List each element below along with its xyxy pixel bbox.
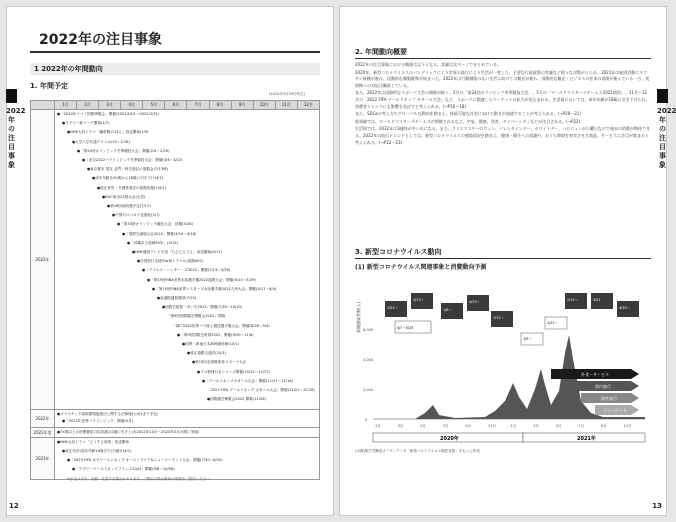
svg-text:2020年: 2020年 [440, 436, 459, 442]
event-item: 「神戸2022世界パラ陸上競技選手権大会」開催(8/26〜9/4) [172, 323, 270, 328]
month-header: 3月 [99, 101, 121, 110]
svg-text:3/21: 3/21 [593, 298, 601, 302]
month-header: 6月 [165, 101, 187, 110]
year-cell: 2023年 [31, 438, 55, 480]
paragraph: 他領域では、ワールドマスターズゲームズが開催されるなど、宇宙、健康、食育、ダイバーシティなどが注目される。(→P22) [355, 118, 581, 124]
svg-text:2/12〜: 2/12〜 [567, 298, 579, 302]
event-item: ●75歳以上の医療費窓口負担割合2割に引き上げ(2022年10月〜2023年3月の間に実施) [57, 430, 200, 434]
event-item: ●「2020年ドバイ国際博覧会」開催(2021/10/1〜2022/3/31) [57, 112, 160, 116]
paragraph: また、SDGsの考え方やグローバルな動向を踏まえ、持続可能な社会に向けた動きが加速することが考えられる。(→P20〜21) [355, 111, 581, 117]
side-tab [6, 89, 17, 103]
x-ticks [375, 423, 632, 428]
svg-text:4/7〜5/25: 4/7〜5/25 [397, 326, 414, 330]
month-header: 4月 [121, 101, 143, 110]
heading-rule [355, 258, 651, 259]
event-item: ●「第19回FINA世界マスターズ水泳選手権2022九州大会」開催(5/17〜6/4) [152, 286, 277, 291]
svg-text:1/21〜: 1/21〜 [547, 321, 559, 325]
month-header: 11月 [275, 101, 297, 110]
x-tick: 1月 [510, 424, 517, 428]
event-item: ●プラスチック資源循環促進法に関する法律施行(4/1まで予定) [57, 412, 159, 416]
y-axis-label: 新規感染者数(人) [356, 301, 361, 333]
footnote: ※予定は予告、変動・変更する場合があります。ご利用の際は最新の情報をご確認ください。 [67, 477, 214, 481]
paragraph: 生活面では、2022年は3連休が多い年になる。また、クリスマスやハロウィン、バレンタインデー、ホワイトデー、ハロウィンが日曜日なので週末の消費が期待できる。2022年の流行トレンドとしては、新型コロナウイルスの感染状況を踏まえ、健康・衛生への意識や、おうち時間を充実させる商品、サービスに注目が集まると考えられる。(→P22〜23) [355, 126, 650, 145]
arrow-label: 外食・サービス [581, 372, 609, 377]
svg-text:7/12〜: 7/12〜 [493, 316, 505, 320]
page-number: 12 [9, 502, 19, 510]
svg-text:3/13〜: 3/13〜 [413, 298, 425, 302]
overview-heading: 2. 年間動向概要 [355, 48, 407, 56]
svg-text:1/8〜: 1/8〜 [443, 308, 452, 312]
event-item: ●参議院議員選挙(7/25) [157, 296, 197, 300]
x-tick: 5月 [555, 424, 562, 428]
annotations [385, 293, 639, 345]
event-item: ●「2022年世界パラリンピック」開催(5月) [62, 419, 134, 423]
x-tick: 11月 [488, 424, 496, 428]
schedule-table [30, 100, 320, 480]
x-tick: 11月 [623, 424, 632, 428]
event-item: ●「第9回国際芸術祭2022」開催(9/20〜11/6) [177, 332, 254, 337]
arrow-label: 国内旅行 [595, 384, 611, 389]
events-2022 [55, 110, 320, 410]
x-tick: 3月 [397, 424, 404, 428]
chart-title: (1) 新型コロナウイルス関連事象と消費動向予測 [355, 264, 487, 271]
x-tick: 9月 [465, 424, 472, 428]
section-heading: 1 2022年の年間動向 [30, 63, 320, 75]
x-tick: 7月 [578, 424, 585, 428]
svg-text:2021年: 2021年 [577, 436, 596, 442]
year-cell: 2022年度 [31, 428, 55, 438]
event-item: ●RGC東京22展示会(大宮) [102, 194, 146, 199]
events-2023 [55, 438, 320, 480]
event-item: ●「第19回FINA世界水泳選手権2022福岡大会」開催(5/13〜5/29) [147, 277, 256, 282]
svg-text:2,000: 2,000 [363, 388, 374, 392]
event-item: ●東京都市 国宝 金門・時空遊記の展覧会(7/13時) [87, 167, 168, 172]
covid-heading: 3. 新型コロナウイルス動向 [355, 248, 442, 256]
month-header: 2月 [77, 101, 99, 110]
svg-text:6,000: 6,000 [363, 328, 374, 332]
event-item: ●全国旅行支援(GoToトラベル)延期(6/1) [137, 259, 204, 264]
event-item: ●「第33回オリンピック競技大会」延期(5/28) [117, 222, 193, 227]
page-number: 13 [652, 502, 662, 510]
event-item: ●「第24回オリンピック冬季競技大会」開催(2/4〜2/20) [77, 148, 170, 153]
event-item: ●NHK連続テレビ小説「ちむどんどん」放送開始(4/11) [132, 250, 222, 254]
event-item: 「2022 FIFA ワールドカップ カタール大会」開催(11/21〜12/18) [207, 388, 315, 392]
event-item: ●第26回参院選予定(7/17) [107, 204, 151, 208]
paragraph: 2020年、新型コロナウイルスのパンデミックにより世界の流行により生活が一変した。主要な行政政策の実施など様々な対策がとられ、2021年は経済活動にワクチン接種が進み、段階的な制限緩和が始まった。2022年は行動制限のない生活に向けての動きが進み、国際的な観光・ビジネスの往来の再開が進んでいる一方、変異株への対応は継続している。 [355, 69, 650, 88]
svg-text:4/30〜: 4/30〜 [619, 306, 631, 310]
event-item: ●大学入学共通テスト(1/15〜1/16) [72, 139, 130, 144]
event-item: ●改正道路交通法(10/1) [187, 351, 227, 356]
event-item: ●成年年齢を20歳から18歳に引き下げ(4/1) [92, 176, 164, 181]
event-item: ●「ウイルス・ハンター・ズ2022」開催(7/13〜5/29) [142, 268, 231, 273]
chart-source: (出典)厚生労働省オープンデータ「新型コロナウイルス陽性者数」をもとに作成 [355, 449, 480, 453]
x-tick: 7月 [442, 424, 449, 428]
event-item: ●第15回全国障害者スポーツ大会 [192, 360, 247, 365]
page-title: 2022年の注目事象 [39, 32, 162, 48]
event-item: ●「ラグビーワールドカップフランス2023」開催(9/8〜10/28) [72, 467, 175, 471]
event-item: ●改正民法(成年年齢18歳引下げ)施行(4/1) [62, 449, 132, 453]
subsection-heading: 1. 年間予定 [30, 82, 68, 90]
heading-rule [355, 58, 651, 59]
y-ticks [363, 328, 373, 422]
svg-text:4,000: 4,000 [363, 358, 374, 362]
x-tick: 9月 [601, 424, 607, 428]
year-cell: 2022年 [31, 110, 55, 410]
month-header: 5月 [143, 101, 165, 110]
month-header: 1月 [55, 101, 77, 110]
event-item: ●国葬・JR東日本新幹線延伸(10/1) [182, 342, 240, 346]
overview-body [355, 62, 651, 147]
event-item: ●「沖縄本土復帰50年」(5/15) [127, 240, 178, 245]
svg-text:0: 0 [365, 418, 368, 422]
event-item: ●NHK大河ドラマ「鎌倉殿の13人」放送開始(1/9) [67, 130, 149, 135]
paragraph: 2022年の注目事象における概要は以下となる。詳細は次ページでまとめている。 [355, 62, 502, 67]
arrow-label: 海外旅行 [601, 396, 617, 401]
month-header: 7月 [187, 101, 209, 110]
event-item: ●プロ野球日本シリーズ開催(10/22〜11/27) [197, 369, 271, 374]
event-item: ●NHK大河ドラマ「どうする家康」放送開始 [57, 440, 129, 444]
month-header: 9月 [231, 101, 253, 110]
event-item: ●「国際交流展示会2022」開催(4/14〜4/18) [122, 231, 197, 236]
events-2022-misc [55, 410, 320, 428]
x-tick: 3月 [533, 424, 539, 428]
svg-text:4/25〜: 4/25〜 [469, 300, 481, 304]
corner-cell [31, 101, 55, 110]
arrow-label: インバウンド [603, 408, 627, 413]
right-page [339, 6, 676, 516]
event-item: ●「北京2022パラリンピック冬季競技大会」開催(3/4〜3/13) [82, 158, 183, 162]
side-tab-label: 2022年の注目事象 [6, 107, 26, 169]
event-item: ●国際芸術祭「あいち2022」開催(7/30〜10/10) [162, 305, 243, 310]
event-item: ●国際園芸博覧会2022 開幕(11/26) [207, 397, 266, 402]
month-header: 10月 [253, 101, 275, 110]
event-item: 「第9回国際園芸博覧会2022」開幕 [167, 314, 226, 319]
svg-text:1/22〜: 1/22〜 [387, 306, 399, 310]
event-item: ●中国ゼロコロナ長期化(2/7) [112, 213, 160, 218]
x-tick: 1月 [375, 424, 381, 428]
x-tick: 5月 [420, 424, 426, 428]
event-item: ●ラグビー新リーグ開幕(1/7) [62, 121, 110, 126]
events-fy2022 [55, 428, 320, 438]
event-item: ●「2023 FIFA 女子ワールドカップ オーストラリア&ニュージーランド大会」開催(7/20〜8/20) [67, 458, 223, 462]
left-page [6, 6, 334, 516]
event-item: ●改正育児・介護休業法の段階的施行(4/1) [97, 185, 167, 190]
paragraph: また、2022年は国際的なスポーツ大会の開催が続く。2月の「第24回オリンピック冬季競技大会」、5月の「ワールドマスターズゲームズ2021関西」、11月〜12月の「2022 FIFA ワールドカップ カタール大会」など、スポーツに関連したマーケットの拡大が見込まれる。生活面においては、成年年齢が18歳に引き下げられ、消費者トレンドにも影響を及ぼすと考えられる。(→P16〜18) [355, 90, 650, 109]
title-rule [30, 51, 320, 53]
svg-text:1/9〜: 1/9〜 [523, 337, 532, 341]
source-note: (2022年3月25日時点) [269, 92, 305, 96]
month-header: 12月 [297, 101, 319, 110]
side-tab [657, 89, 668, 103]
year-cell: 2022年 [31, 410, 55, 428]
side-tab-label: 2022年の注目事象 [657, 107, 676, 169]
covid-chart [355, 273, 651, 445]
event-item: ●「ワールドカップカタール大会」開催(11/21〜12/18) [202, 378, 294, 383]
month-header: 8月 [209, 101, 231, 110]
